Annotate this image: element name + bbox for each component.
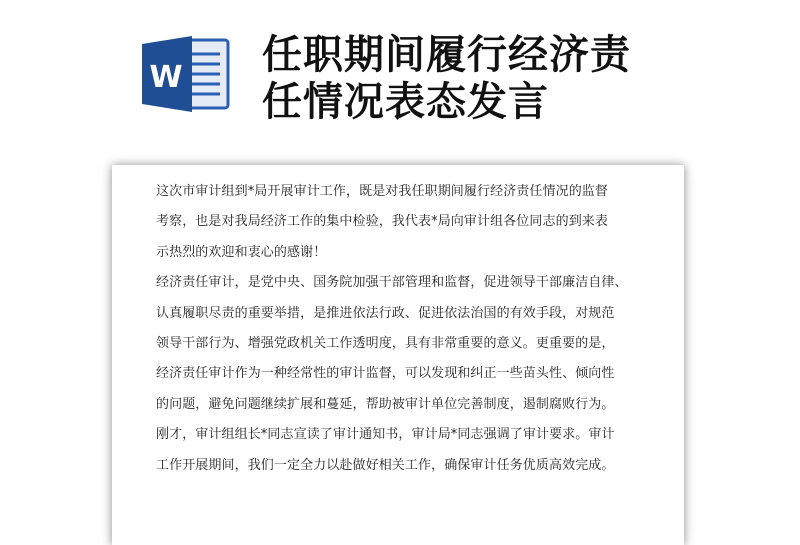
body-line: 认真履职尽责的重要举措，是推进依法行政、促进依法治国的有效手段，对规范 — [156, 305, 615, 321]
body-line: 示热烈的欢迎和衷心的感谢！ — [156, 244, 327, 260]
word-letter: W — [149, 60, 183, 95]
body-line: 工作开展期间，我们一定全力以赴做好相关工作，确保审计任务优质高效完成。 — [156, 457, 615, 473]
body-line: 的问题，避免问题继续扩展和蔓延，帮助被审计单位完善制度，遏制腐败行为。 — [156, 396, 615, 412]
title-line-1: 任职期间履行经济责 — [262, 32, 631, 78]
document-title — [262, 32, 782, 126]
body-line: 经济责任审计作为一种经常性的审计监督，可以发现和纠正一些苗头性、倾向性 — [156, 366, 615, 382]
header — [0, 0, 800, 150]
document-page — [112, 165, 684, 545]
body-line: 领导干部行为、增强党政机关工作透明度，具有非常重要的意义。更重要的是， — [156, 335, 615, 351]
body-line: 经济责任审计，是党中央、国务院加强干部管理和监督，促进领导干部廉洁自律、 — [156, 275, 628, 291]
body-line: 这次市审计组到*局开展审计工作，既是对我任职期间履行经济责任情况的监督 — [156, 184, 609, 199]
body-line: 考察，也是对我局经济工作的集中检验，我代表*局向审计组各位同志的到来表 — [156, 214, 609, 230]
body-line: 刚才，审计组组长*同志宣读了审计通知书，审计局*同志强调了审计要求。审计 — [156, 427, 615, 443]
document-body — [156, 177, 646, 481]
title-line-2: 任情况表态发言 — [262, 79, 549, 125]
word-document-icon — [140, 34, 232, 114]
